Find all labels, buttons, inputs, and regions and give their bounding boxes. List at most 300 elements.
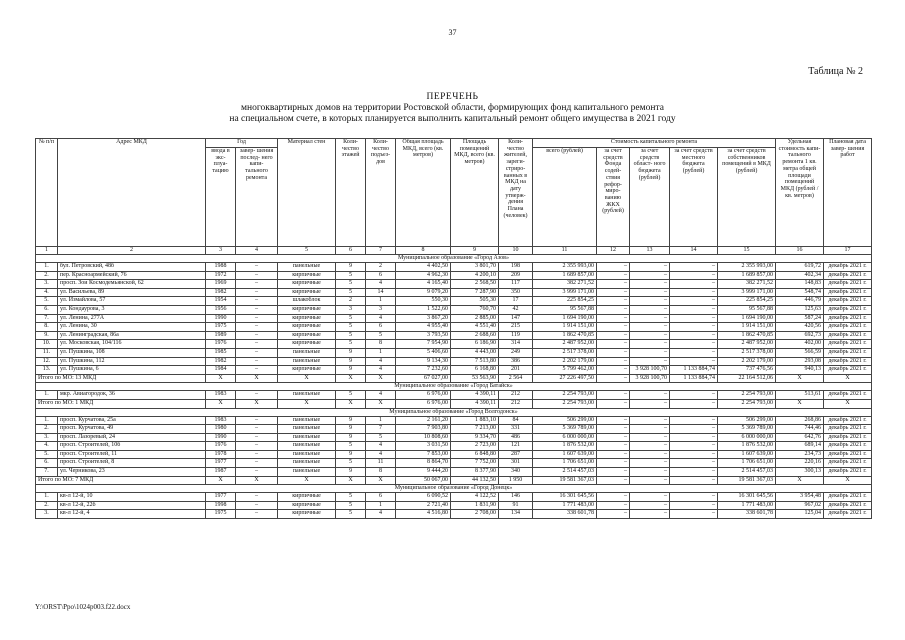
table-cell: – [236,493,278,502]
header-no: № п/п [36,139,58,247]
table-cell: – [236,305,278,314]
table-cell: 3 031,50 [396,442,451,451]
table-cell: 2 517 378,00 [533,348,597,357]
total-cell: X [824,399,872,408]
table-cell: – [597,323,630,332]
table-cell: кв-л 12-й, 10 [58,493,206,502]
total-cell: 2 254 793,00 [533,399,597,408]
table-cell: 9 079,20 [396,288,451,297]
section-title-row [36,255,872,263]
table-cell: 4. [36,288,58,297]
table-row [36,510,872,519]
table-cell: кирпичные [278,366,336,375]
table-cell: – [597,297,630,306]
table-cell: – [597,416,630,425]
table-cell: 402,34 [776,271,824,280]
table-cell: 7. [36,314,58,323]
table-cell: 7 853,00 [396,450,451,459]
table-row [36,468,872,477]
table-cell: 2 723,00 [451,442,499,451]
table-cell: 5 [366,433,396,442]
table-cell: – [670,425,718,434]
table-cell: 6 186,90 [451,340,499,349]
table-cell: 1 883,10 [451,416,499,425]
header-total-area: Общая площадь МКД, всего (кв. метров) [396,139,451,247]
table-cell: 4 165,40 [396,280,451,289]
table-cell: 4 [366,391,396,400]
table-row [36,391,872,400]
table-cell: 1 [366,416,396,425]
section-title: Муниципальное образование «Город Волгодонск» [36,408,872,416]
table-cell: – [630,263,670,272]
table-cell: 117 [499,280,533,289]
table-cell: – [630,493,670,502]
table-cell: 9 444,20 [396,468,451,477]
table-cell: 3 954,48 [776,493,824,502]
table-cell: 402,00 [776,340,824,349]
table-cell: 234,73 [776,450,824,459]
table-cell: декабрь 2021 г. [824,468,872,477]
table-cell: декабрь 2021 г. [824,280,872,289]
table-cell: мкр. Авиагородок, 36 [58,391,206,400]
table-cell: 1 689 857,00 [533,271,597,280]
table-cell: – [630,314,670,323]
table-cell: 5 [336,271,366,280]
table-cell: декабрь 2021 г. [824,340,872,349]
table-cell: – [236,297,278,306]
table-cell: 3 [366,305,396,314]
table-cell: 4 [366,442,396,451]
table-cell: 249 [499,348,533,357]
total-cell: X [278,476,336,485]
table-cell: просп. Строителей, 10б [58,442,206,451]
column-number: 10 [499,247,533,255]
table-cell: – [597,331,630,340]
table-cell: 4 122,52 [451,493,499,502]
table-cell: – [236,357,278,366]
total-cell: – [597,374,630,383]
column-number: 8 [396,247,451,255]
table-cell: 2 161,20 [396,416,451,425]
table-cell: 506 299,00 [533,416,597,425]
table-cell: 4 200,10 [451,271,499,280]
table-cell: 1987 [206,468,236,477]
table-cell: 12. [36,357,58,366]
total-cell: – [597,476,630,485]
table-row [36,425,872,434]
table-cell: – [630,433,670,442]
total-cell: 27 226 497,50 [533,374,597,383]
table-cell: декабрь 2021 г. [824,271,872,280]
table-cell: 940,13 [776,366,824,375]
houses-table [35,138,872,519]
table-cell: 1976 [206,442,236,451]
table-cell: панельные [278,442,336,451]
table-cell: бул. Петровский, 48б [58,263,206,272]
table-cell: 212 [499,391,533,400]
table-cell: 382 271,52 [533,280,597,289]
table-cell: 6 [366,323,396,332]
table-cell: 1975 [206,323,236,332]
table-cell: кирпичные [278,340,336,349]
table-cell: 1972 [206,271,236,280]
table-cell: 148,83 [776,280,824,289]
header-year-overhaul: завер- шения послед- него капи- тального ремонта [236,148,278,247]
table-cell: 6 848,80 [451,450,499,459]
table-cell: 513,61 [776,391,824,400]
total-cell: X [236,399,278,408]
table-cell: – [236,510,278,519]
table-row [36,314,872,323]
column-number-row [36,247,872,255]
column-number: 7 [366,247,396,255]
table-cell: 2 708,00 [451,510,499,519]
table-cell: 16 301 645,56 [533,493,597,502]
table-cell: 8 [366,340,396,349]
table-cell: 1985 [206,348,236,357]
table-cell: 6 168,80 [451,366,499,375]
column-number: 5 [278,247,336,255]
table-cell: просп. Курчатова, 49 [58,425,206,434]
table-cell: 6. [36,459,58,468]
table-cell: ул. Кондаурова, 3 [58,305,206,314]
table-cell: 2. [36,501,58,510]
table-cell: 737 476,56 [718,366,776,375]
table-cell: – [670,271,718,280]
table-cell: 9 [336,425,366,434]
table-cell: декабрь 2021 г. [824,450,872,459]
table-cell: 1977 [206,459,236,468]
table-row [36,459,872,468]
table-cell: 1 771 483,00 [533,501,597,510]
table-cell: 1982 [206,288,236,297]
table-cell: 1 876 532,00 [718,442,776,451]
table-cell: 4 551,40 [451,323,499,332]
table-cell: 8 [366,468,396,477]
table-cell: – [597,288,630,297]
table-row [36,340,872,349]
table-cell: 548,74 [776,288,824,297]
table-cell: 225 854,25 [718,297,776,306]
table-row [36,357,872,366]
table-cell: 1956 [206,305,236,314]
total-cell: X [366,374,396,383]
table-cell: – [236,442,278,451]
table-cell: 5 [336,331,366,340]
table-cell: 1 133 884,74 [670,366,718,375]
section-title-row [36,485,872,493]
table-cell: 760,70 [451,305,499,314]
table-cell: 7 752,00 [451,459,499,468]
table-cell: – [236,391,278,400]
table-cell: – [236,314,278,323]
total-cell: X [366,476,396,485]
header-unit-cost: Удельная стоимость капи- тального ремонта 1 кв. метра общей площади помещений МКД (рублей / кв. метров) [776,139,824,247]
table-cell: – [236,271,278,280]
table-cell: декабрь 2021 г. [824,263,872,272]
table-row [36,323,872,332]
table-row [36,366,872,375]
table-cell: 2 487 952,00 [533,340,597,349]
table-cell: 1969 [206,280,236,289]
table-cell: шлакоблок [278,297,336,306]
total-row [36,374,872,383]
table-cell: 2 355 993,00 [533,263,597,272]
table-cell: 1975 [206,510,236,519]
table-cell: 1. [36,416,58,425]
table-cell: кирпичные [278,280,336,289]
column-number: 13 [630,247,670,255]
table-cell: 42 [499,305,533,314]
table-cell: – [630,297,670,306]
table-row [36,442,872,451]
table-cell: 2 202 179,00 [718,357,776,366]
header-cost-local: за счет средств местного бюджета (рублей) [670,148,718,247]
table-cell: 5 [336,442,366,451]
table-cell: 5 [336,280,366,289]
total-cell: X [776,399,824,408]
title-line: многоквартирных домов на территории Ростовской области, формирующих фонд капитального ремонта [241,103,664,113]
table-cell: 7 [366,425,396,434]
total-label: Итого по МО: 13 МКД [36,374,206,383]
table-cell: 9 [336,416,366,425]
section-title-row [36,383,872,391]
table-cell: 4. [36,442,58,451]
table-cell: 5 406,60 [396,348,451,357]
table-cell: 7 513,80 [451,357,499,366]
table-row [36,263,872,272]
table-cell: 5 [336,493,366,502]
total-cell: X [776,374,824,383]
table-cell: 9 [336,366,366,375]
total-cell: 2 254 793,00 [718,399,776,408]
table-cell: 1 831,90 [451,501,499,510]
table-cell: панельные [278,416,336,425]
table-cell: 84 [499,416,533,425]
table-cell: 3 928 100,70 [630,366,670,375]
table-cell: 5 [336,391,366,400]
table-cell: 1 689 857,00 [718,271,776,280]
table-cell: – [630,357,670,366]
table-cell: 121 [499,442,533,451]
table-cell: – [597,280,630,289]
table-cell: – [597,468,630,477]
table-cell: 1978 [206,450,236,459]
table-cell: 4 [366,280,396,289]
table-cell: – [236,425,278,434]
table-cell: – [670,501,718,510]
table-cell: 147 [499,314,533,323]
page-number: 37 [448,28,457,37]
table-cell: – [236,288,278,297]
table-cell: – [597,271,630,280]
table-cell: декабрь 2021 г. [824,493,872,502]
table-row [36,501,872,510]
table-cell: – [630,459,670,468]
total-cell: 4 390,11 [451,399,499,408]
table-cell: 3 [336,305,366,314]
table-cell: – [670,416,718,425]
total-cell: – [630,476,670,485]
total-cell: X [206,399,236,408]
table-cell: 8. [36,323,58,332]
table-cell: 506 299,00 [718,416,776,425]
table-cell: – [597,459,630,468]
column-number: 4 [236,247,278,255]
table-cell: панельные [278,459,336,468]
table-row [36,450,872,459]
table-cell: – [630,450,670,459]
table-cell: просп. Зои Космодемьянской, 62 [58,280,206,289]
total-cell: X [206,476,236,485]
table-cell: кирпичные [278,331,336,340]
table-cell: 587,24 [776,314,824,323]
table-row [36,348,872,357]
table-cell: декабрь 2021 г. [824,510,872,519]
table-row [36,288,872,297]
table-cell: 4 [366,450,396,459]
table-cell: 1976 [206,340,236,349]
table-cell: 5. [36,297,58,306]
total-cell: 1 133 884,74 [670,374,718,383]
table-cell: 268,86 [776,416,824,425]
table-cell: – [670,433,718,442]
table-cell: – [597,425,630,434]
table-cell: – [670,280,718,289]
table-cell: – [597,366,630,375]
table-cell: 1 706 651,00 [533,459,597,468]
table-cell: 1 914 151,00 [718,323,776,332]
table-cell: – [630,442,670,451]
table-cell: 2 254 793,00 [718,391,776,400]
table-cell: 1 694 190,00 [533,314,597,323]
table-cell: кирпичные [278,493,336,502]
table-cell: 2 688,60 [451,331,499,340]
table-cell: 6 000 000,00 [533,433,597,442]
total-label: Итого по МО: 1 МКД [36,399,206,408]
table-cell: 1983 [206,416,236,425]
document-title [0,92,905,125]
table-cell: 6 976,00 [396,391,451,400]
table-cell: кирпичные [278,501,336,510]
table-cell: 225 854,25 [533,297,597,306]
table-row [36,297,872,306]
table-cell: 1 [366,501,396,510]
table-cell: – [670,340,718,349]
table-cell: панельные [278,425,336,434]
table-cell: 2 [366,263,396,272]
table-cell: 2 [336,297,366,306]
column-number: 11 [533,247,597,255]
table-cell: – [670,314,718,323]
table-row [36,271,872,280]
header-cost-region: за счет средств област- ного бюджета (рублей) [630,148,670,247]
section-title-row [36,408,872,416]
table-cell: 198 [499,263,533,272]
table-cell: 3 867,20 [396,314,451,323]
table-cell: 9 134,30 [396,357,451,366]
table-cell: просп. Строителей, 11 [58,450,206,459]
total-cell: 3 928 100,70 [630,374,670,383]
table-cell: панельные [278,348,336,357]
table-cell: 95 567,88 [533,305,597,314]
table-cell: – [597,433,630,442]
table-cell: 119 [499,331,533,340]
table-cell: – [630,340,670,349]
table-cell: – [630,323,670,332]
total-cell: 44 132,50 [451,476,499,485]
header-residents: Коли- чество жителей, зареги- стриро- ванных в МКД на дату утверж- дения Плана (человек) [499,139,533,247]
table-cell: просп. Строителей, 8 [58,459,206,468]
table-cell: – [236,280,278,289]
table-cell: панельные [278,433,336,442]
table-cell: 215 [499,323,533,332]
table-cell: – [630,348,670,357]
total-cell: X [278,399,336,408]
table-cell: панельные [278,263,336,272]
table-cell: – [670,510,718,519]
total-cell: 19 581 367,03 [533,476,597,485]
table-cell: 338 601,78 [718,510,776,519]
table-row [36,280,872,289]
table-cell: 1 862 470,85 [533,331,597,340]
table-cell: кирпичные [278,314,336,323]
table-cell: декабрь 2021 г. [824,416,872,425]
table-cell: 642,76 [776,433,824,442]
table-cell: 8 864,70 [396,459,451,468]
table-cell: – [670,348,718,357]
table-cell: 5 [336,323,366,332]
table-cell: – [597,314,630,323]
table-cell: 4 [366,510,396,519]
table-cell: декабрь 2021 г. [824,442,872,451]
header-entrances: Коли- чество подъез- дов [366,139,396,247]
total-cell: X [236,374,278,383]
table-cell: 1983 [206,391,236,400]
table-cell: 301 [499,459,533,468]
table-cell: 9 [336,357,366,366]
file-path: Y:\ORST\Ppo\1024p003.f22.docx [35,603,131,611]
table-cell: 16 301 645,56 [718,493,776,502]
table-cell: 3 999 171,00 [718,288,776,297]
table-cell: – [670,263,718,272]
total-cell: X [278,374,336,383]
table-cell: 7 287,90 [451,288,499,297]
header-premises-area: Площадь помещений МКД, всего (кв. метров) [451,139,499,247]
table-cell: ул. Ленина, 277А [58,314,206,323]
table-cell: 5 [336,501,366,510]
table-cell: – [597,442,630,451]
table-cell: декабрь 2021 г. [824,288,872,297]
table-cell: – [597,450,630,459]
table-cell: – [597,501,630,510]
column-number: 3 [206,247,236,255]
table-cell: 5 [336,340,366,349]
title-line: на специальном счете, в которых планируется выполнить капитальный ремонт общего имущества в 2021 году [229,114,676,124]
table-cell: 967,02 [776,501,824,510]
table-cell: 5 [336,459,366,468]
table-cell: кв-л 12-й, 4 [58,510,206,519]
table-cell: 125,04 [776,510,824,519]
table-cell: 4 516,80 [396,510,451,519]
title-line: ПЕРЕЧЕНЬ [426,92,479,102]
table-cell: 2 517 378,00 [718,348,776,357]
table-cell: 1 876 532,00 [533,442,597,451]
table-cell: 2. [36,425,58,434]
column-number: 12 [597,247,630,255]
table-cell: – [236,331,278,340]
table-cell: – [670,468,718,477]
